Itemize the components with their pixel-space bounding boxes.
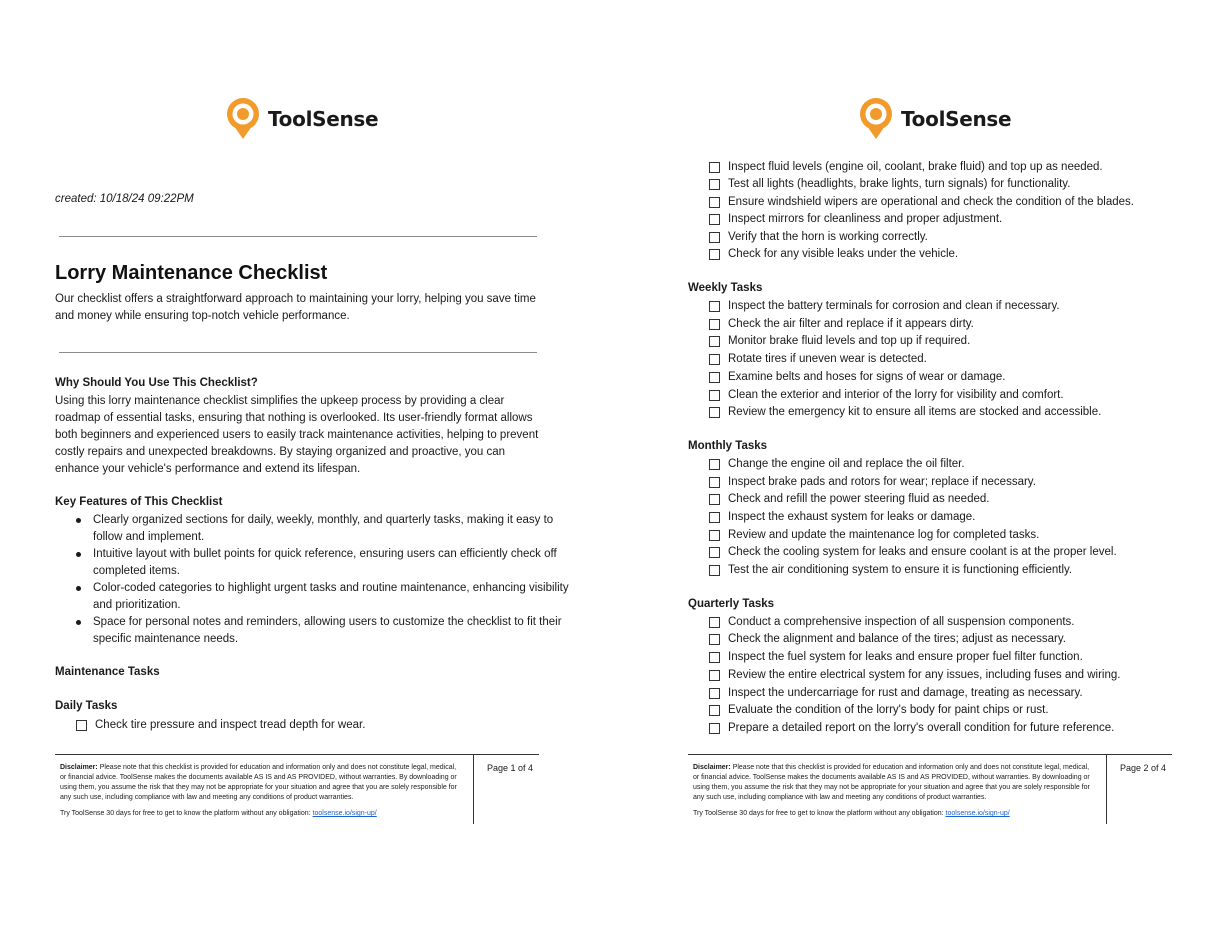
checklist-item[interactable] (709, 528, 1039, 542)
checkbox[interactable] (709, 390, 720, 401)
created-date: created: 10/18/24 09:22PM (55, 193, 194, 205)
features-heading: Key Features of This Checklist (55, 496, 223, 508)
checkbox[interactable] (709, 249, 720, 260)
checklist-item[interactable] (709, 212, 1002, 226)
disclaimer-label: Disclaimer: (693, 764, 731, 771)
checkbox[interactable] (709, 232, 720, 243)
divider (59, 236, 537, 237)
checkbox[interactable] (709, 617, 720, 628)
task-label: Inspect the exhaust system for leaks or damage. (728, 511, 976, 523)
features-list (55, 512, 583, 648)
checklist-item[interactable] (709, 492, 989, 506)
footer (55, 754, 539, 824)
task-label: Verify that the horn is working correctly. (728, 231, 928, 243)
disclaimer (60, 763, 460, 803)
intro-text: Our checklist offers a straightforward approach to maintaining your lorry, helping you save time and money while ensuring top-notch vehicle performance. (55, 293, 536, 322)
signup-link[interactable]: toolsense.io/sign-up/ (945, 810, 1010, 817)
checkbox[interactable] (709, 477, 720, 488)
list-item: Color-coded categories to highlight urgent tasks and routine maintenance, enhancing visibility and prioritization. (93, 580, 583, 614)
disclaimer-text: Please note that this checklist is provided for education and information only and does not constitute legal, medical, or financial advice. ToolSense makes the documents available AS IS and AS PROVIDED, without warranties. By downloading or using them, you assume the risk that they may not be appropriate for your situation and agree that you are solely responsible for any such use, including compliance with law and meeting any conditions of product warranties. (693, 764, 1090, 801)
monthly-heading: Monthly Tasks (688, 440, 768, 452)
checklist-item[interactable] (709, 650, 1083, 664)
location-pin-icon (859, 98, 893, 140)
page-title: Lorry Maintenance Checklist (55, 262, 328, 284)
toolsense-logo (859, 98, 1011, 140)
checklist-item[interactable] (709, 668, 1120, 682)
list-item: Clearly organized sections for daily, weekly, monthly, and quarterly tasks, making it easy to follow and implement. (93, 512, 583, 546)
list-item: Intuitive layout with bullet points for quick reference, ensuring users can efficiently check off completed items. (93, 546, 583, 580)
page-number: Page 1 of 4 (487, 763, 534, 773)
footer-divider (473, 755, 474, 824)
task-label: Inspect the battery terminals for corrosion and clean if necessary. (728, 300, 1060, 312)
task-label: Ensure windshield wipers are operational and check the condition of the blades. (728, 196, 1134, 208)
task-label: Rotate tires if uneven wear is detected. (728, 353, 927, 365)
task-label: Inspect the fuel system for leaks and ensure proper fuel filter function. (728, 651, 1083, 663)
checklist-item[interactable] (709, 475, 1036, 489)
checklist-item[interactable] (709, 703, 1049, 717)
checkbox[interactable] (709, 723, 720, 734)
task-label: Clean the exterior and interior of the lorry for visibility and comfort. (728, 389, 1064, 401)
checklist-item[interactable] (709, 370, 1005, 384)
checkbox[interactable] (709, 512, 720, 523)
trial-note (693, 809, 1010, 819)
checkbox[interactable] (709, 705, 720, 716)
checkbox[interactable] (76, 720, 87, 731)
footer (688, 754, 1172, 824)
checklist-item[interactable] (709, 405, 1101, 419)
checklist-item[interactable] (76, 718, 365, 732)
task-label: Prepare a detailed report on the lorry's overall condition for future reference. (728, 722, 1115, 734)
disclaimer (693, 763, 1093, 803)
checklist-item[interactable] (709, 230, 928, 244)
task-label: Check the air filter and replace if it appears dirty. (728, 318, 974, 330)
task-label: Check the alignment and balance of the tires; adjust as necessary. (728, 633, 1066, 645)
disclaimer-label: Disclaimer: (60, 764, 98, 771)
checklist-item[interactable] (709, 457, 965, 471)
location-pin-icon (226, 98, 260, 140)
page-number: Page 2 of 4 (1120, 763, 1167, 773)
task-label: Inspect mirrors for cleanliness and proper adjustment. (728, 213, 1003, 225)
checklist-item[interactable] (709, 615, 1074, 629)
checkbox[interactable] (709, 688, 720, 699)
checklist-item[interactable] (709, 721, 1114, 735)
why-heading: Why Should You Use This Checklist? (55, 377, 258, 389)
trial-text: Try ToolSense 30 days for free to get to know the platform without any obligation: (693, 810, 946, 817)
checklist-item[interactable] (709, 334, 970, 348)
task-label: Test the air conditioning system to ensure it is functioning efficiently. (728, 564, 1073, 576)
checklist-item[interactable] (709, 317, 974, 331)
task-label: Monitor brake fluid levels and top up if required. (728, 335, 971, 347)
task-label: Check the cooling system for leaks and ensure coolant is at the proper level. (728, 546, 1117, 558)
quarterly-heading: Quarterly Tasks (688, 598, 775, 610)
checkbox[interactable] (709, 354, 720, 365)
checklist-item[interactable] (709, 352, 927, 366)
checkbox[interactable] (709, 301, 720, 312)
checkbox[interactable] (709, 372, 720, 383)
checkbox[interactable] (709, 494, 720, 505)
task-label: Check tire pressure and inspect tread depth for wear. (95, 719, 366, 731)
maintenance-heading: Maintenance Tasks (55, 666, 160, 678)
list-item: Space for personal notes and reminders, allowing users to customize the checklist to fit their specific maintenance needs. (93, 614, 583, 648)
checkbox[interactable] (709, 530, 720, 541)
brand-name: ToolSense (268, 107, 379, 131)
task-label: Inspect fluid levels (engine oil, coolant, brake fluid) and top up as needed. (728, 161, 1103, 173)
why-text: Using this lorry maintenance checklist simplifies the upkeep process by providing a clear roadmap of essential tasks, ensuring that nothing is overlooked. Its user-friendly format allows both beginners and experienced users to easily track maintenance activities, helping to prevent costly repairs and unexpected breakdowns. By staying organized and proactive, you can enhance your vehicle's performance and extend its lifespan. (55, 395, 539, 475)
checklist-item[interactable] (709, 299, 1060, 313)
checkbox[interactable] (709, 407, 720, 418)
brand-name: ToolSense (901, 107, 1012, 131)
task-label: Change the engine oil and replace the oil filter. (728, 458, 965, 470)
checkbox[interactable] (709, 319, 720, 330)
task-label: Evaluate the condition of the lorry's body for paint chips or rust. (728, 704, 1049, 716)
task-label: Check and refill the power steering fluid as needed. (728, 493, 990, 505)
task-label: Test all lights (headlights, brake lights, turn signals) for functionality. (728, 178, 1071, 190)
divider (59, 352, 537, 353)
weekly-heading: Weekly Tasks (688, 282, 763, 294)
toolsense-logo (226, 98, 378, 140)
checklist-item[interactable] (709, 247, 958, 261)
page-2 (614, 0, 1228, 934)
checkbox[interactable] (709, 197, 720, 208)
task-label: Examine belts and hoses for signs of wear or damage. (728, 371, 1006, 383)
checklist-item[interactable] (709, 545, 1117, 559)
checklist-item[interactable] (709, 632, 1066, 646)
checkbox[interactable] (709, 652, 720, 663)
checkbox[interactable] (709, 214, 720, 225)
task-label: Review and update the maintenance log for completed tasks. (728, 529, 1040, 541)
task-label: Inspect the undercarriage for rust and damage, treating as necessary. (728, 687, 1083, 699)
task-label: Review the emergency kit to ensure all items are stocked and accessible. (728, 406, 1102, 418)
checkbox[interactable] (709, 459, 720, 470)
checkbox[interactable] (709, 670, 720, 681)
daily-heading: Daily Tasks (55, 700, 118, 712)
checklist-item[interactable] (709, 177, 1070, 191)
disclaimer-text: Please note that this checklist is provided for education and information only and does not constitute legal, medical, or financial advice. ToolSense makes the documents available AS IS and AS PROVIDED, without warranties. By downloading or using them, you assume the risk that they may not be appropriate for your situation and agree that you are solely responsible for any such use, including compliance with law and meeting any conditions of product warranties. (60, 764, 457, 801)
checklist-item[interactable] (709, 388, 1064, 402)
checklist-item[interactable] (709, 160, 1103, 174)
signup-link[interactable]: toolsense.io/sign-up/ (312, 810, 377, 817)
checklist-item[interactable] (709, 510, 975, 524)
task-label: Review the entire electrical system for any issues, including fuses and wiring. (728, 669, 1121, 681)
checkbox[interactable] (709, 634, 720, 645)
task-label: Inspect brake pads and rotors for wear; replace if necessary. (728, 476, 1036, 488)
checkbox[interactable] (709, 162, 720, 173)
task-label: Conduct a comprehensive inspection of all suspension components. (728, 616, 1075, 628)
footer-divider (1106, 755, 1107, 824)
trial-note (60, 809, 377, 819)
checklist-item[interactable] (709, 686, 1083, 700)
checkbox[interactable] (709, 179, 720, 190)
checklist-item[interactable] (709, 195, 1134, 209)
trial-text: Try ToolSense 30 days for free to get to know the platform without any obligation: (60, 810, 313, 817)
checkbox[interactable] (709, 565, 720, 576)
checklist-item[interactable] (709, 563, 1072, 577)
checkbox[interactable] (709, 336, 720, 347)
task-label: Check for any visible leaks under the vehicle. (728, 248, 959, 260)
checkbox[interactable] (709, 547, 720, 558)
